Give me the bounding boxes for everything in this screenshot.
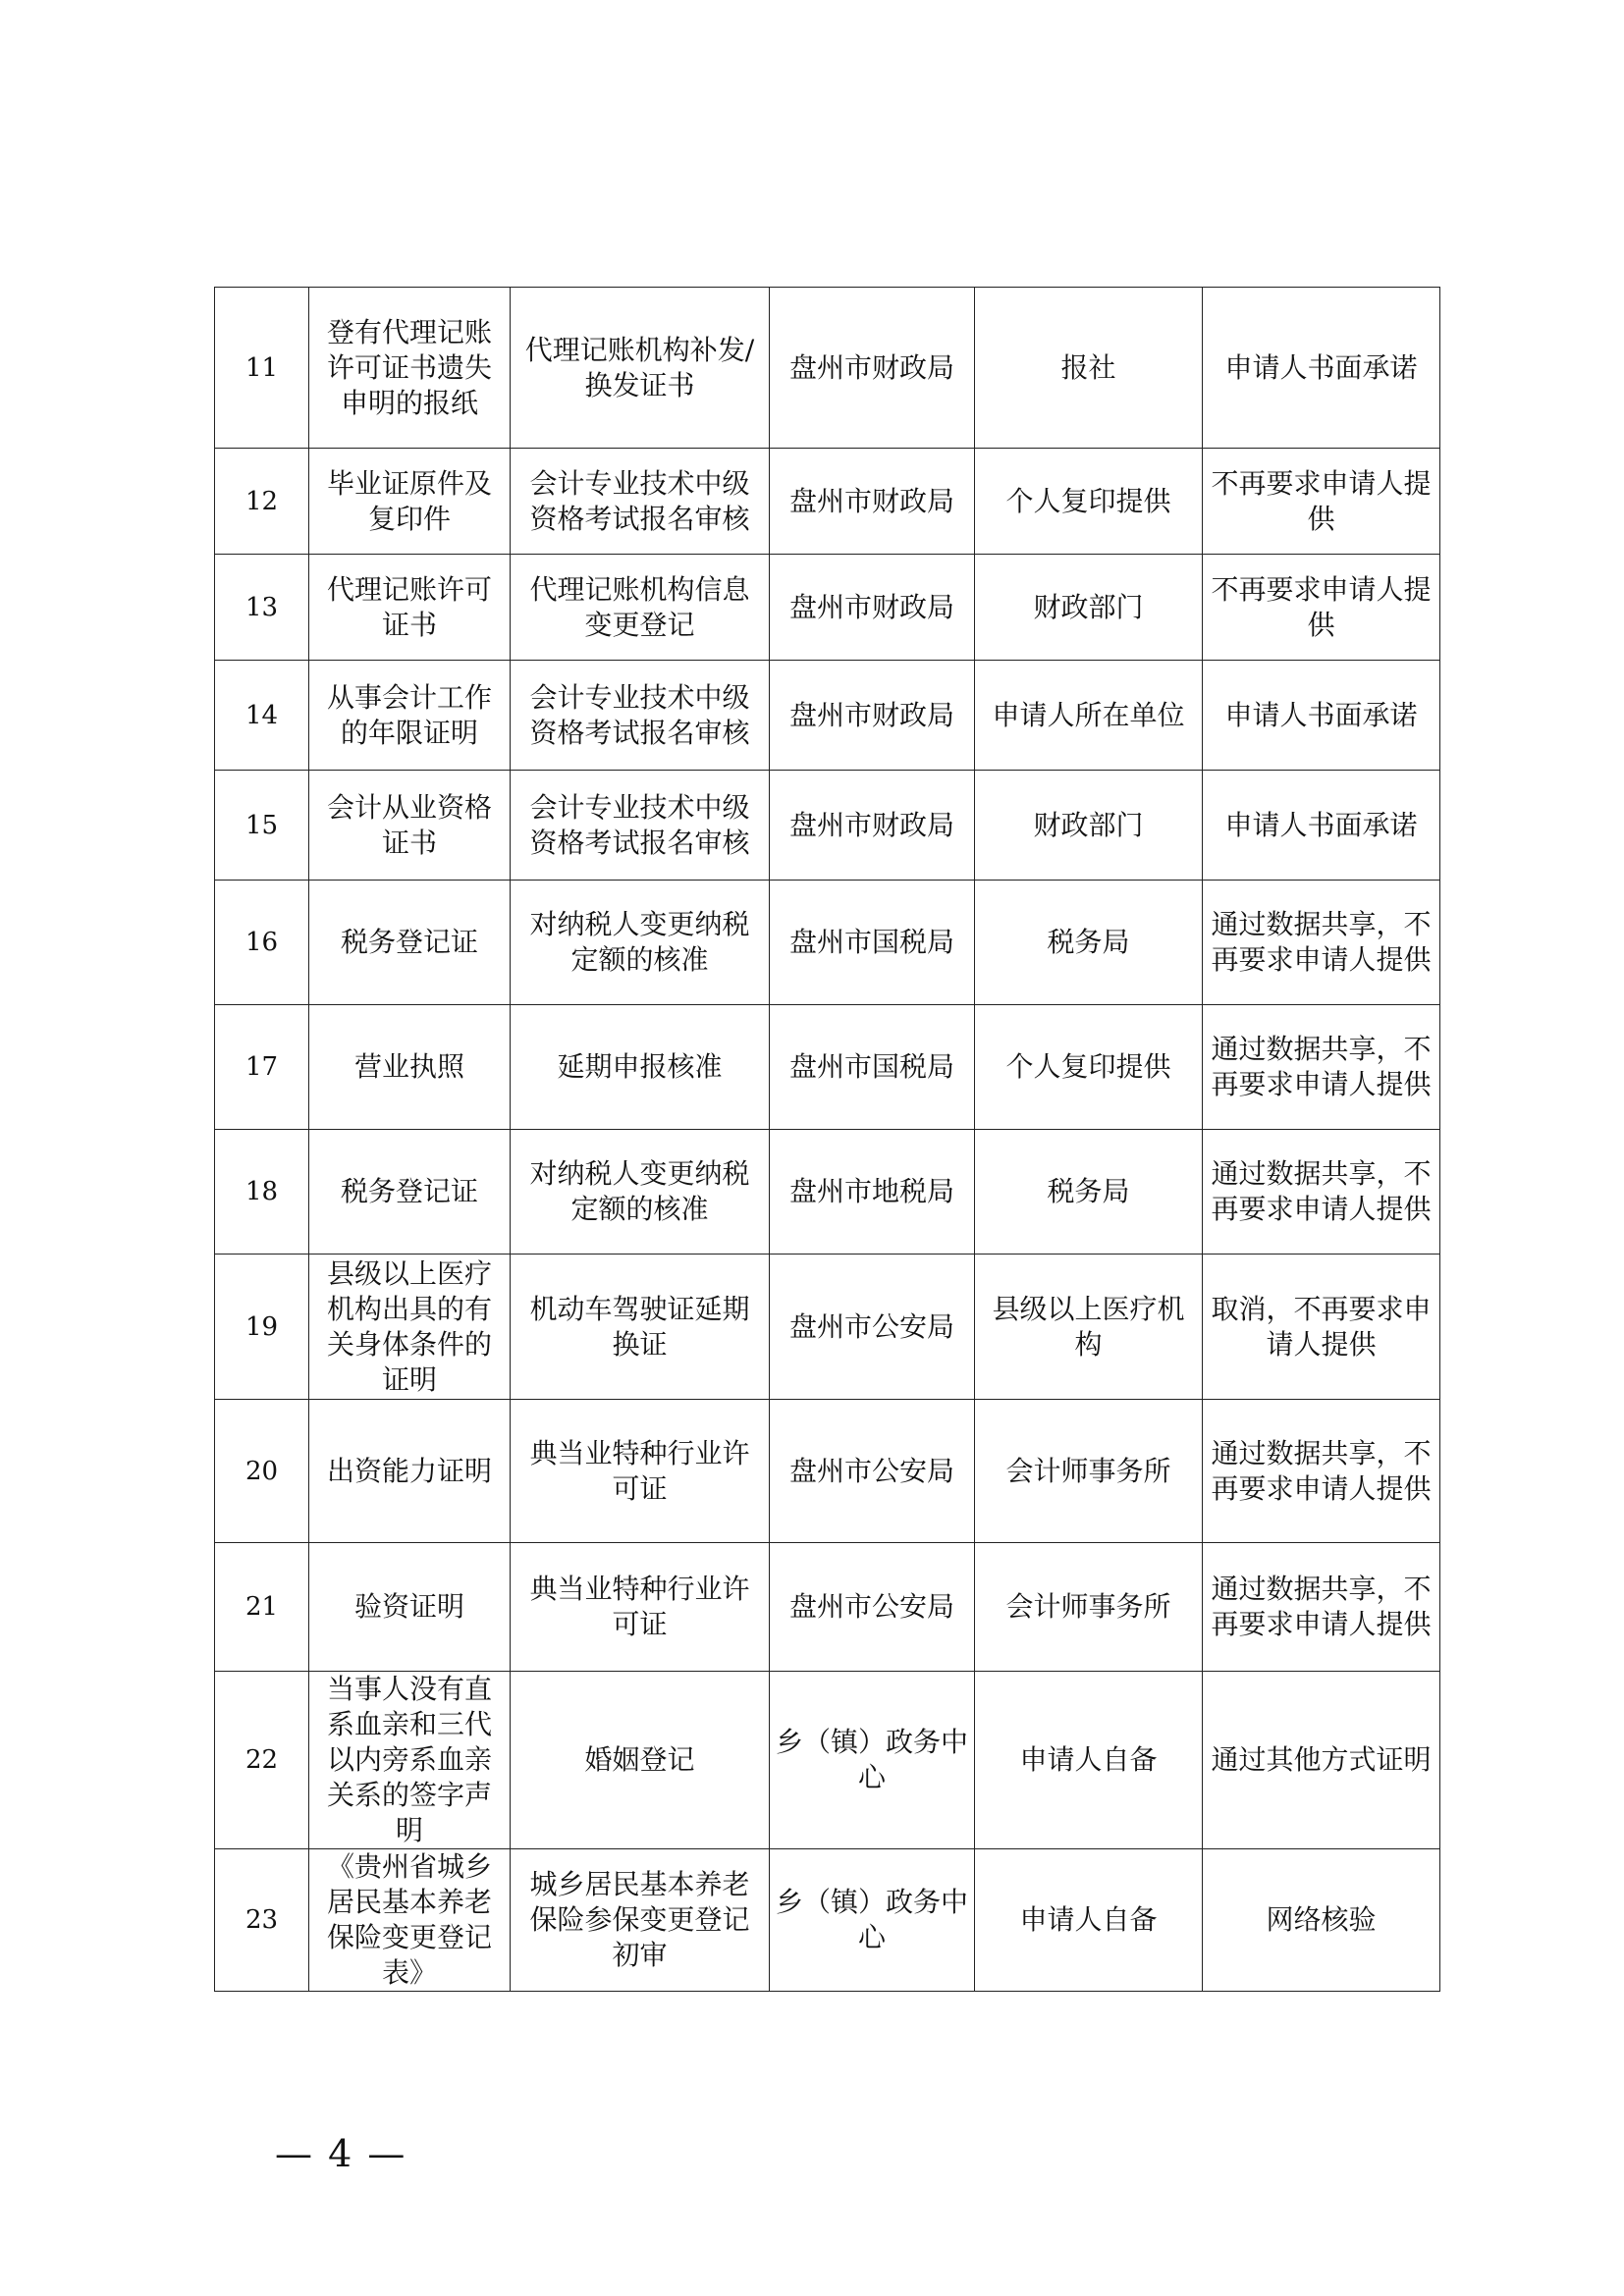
- row-number-cell: 23: [215, 1849, 309, 1992]
- source-cell: 个人复印提供: [975, 449, 1203, 555]
- department-cell: 盘州市财政局: [770, 661, 975, 771]
- department-cell: 盘州市财政局: [770, 555, 975, 661]
- department-cell: 乡（镇）政务中心: [770, 1849, 975, 1992]
- source-cell: 税务局: [975, 1130, 1203, 1255]
- material-cell: 代理记账许可证书: [309, 555, 511, 661]
- item-cell: 会计专业技术中级资格考试报名审核: [511, 771, 770, 881]
- document-table: [214, 287, 1440, 1992]
- table-row: [215, 1849, 1440, 1992]
- method-cell: 通过数据共享，不再要求申请人提供: [1203, 881, 1440, 1005]
- material-cell: 会计从业资格证书: [309, 771, 511, 881]
- table-row: [215, 1130, 1440, 1255]
- item-cell: 城乡居民基本养老保险参保变更登记初审: [511, 1849, 770, 1992]
- method-cell: 不再要求申请人提供: [1203, 449, 1440, 555]
- row-number-cell: 12: [215, 449, 309, 555]
- table-row: [215, 1400, 1440, 1543]
- method-cell: 通过数据共享，不再要求申请人提供: [1203, 1130, 1440, 1255]
- table-row: [215, 1005, 1440, 1130]
- item-cell: 机动车驾驶证延期换证: [511, 1255, 770, 1400]
- method-cell: 网络核验: [1203, 1849, 1440, 1992]
- department-cell: 盘州市国税局: [770, 881, 975, 1005]
- table-row: [215, 555, 1440, 661]
- source-cell: 报社: [975, 288, 1203, 449]
- method-cell: 通过数据共享，不再要求申请人提供: [1203, 1005, 1440, 1130]
- department-cell: 盘州市公安局: [770, 1400, 975, 1543]
- department-cell: 乡（镇）政务中心: [770, 1672, 975, 1849]
- table-row: [215, 771, 1440, 881]
- row-number-cell: 22: [215, 1672, 309, 1849]
- source-cell: 申请人自备: [975, 1849, 1203, 1992]
- table-row: [215, 1672, 1440, 1849]
- source-cell: 个人复印提供: [975, 1005, 1203, 1130]
- material-cell: 税务登记证: [309, 881, 511, 1005]
- row-number-cell: 17: [215, 1005, 309, 1130]
- table-row: [215, 1543, 1440, 1672]
- material-cell: 《贵州省城乡居民基本养老保险变更登记表》: [309, 1849, 511, 1992]
- method-cell: 不再要求申请人提供: [1203, 555, 1440, 661]
- row-number-cell: 21: [215, 1543, 309, 1672]
- row-number-cell: 11: [215, 288, 309, 449]
- item-cell: 代理记账机构补发/换发证书: [511, 288, 770, 449]
- table-row: [215, 1255, 1440, 1400]
- material-cell: 毕业证原件及复印件: [309, 449, 511, 555]
- table-row: [215, 449, 1440, 555]
- item-cell: 代理记账机构信息变更登记: [511, 555, 770, 661]
- item-cell: 延期申报核准: [511, 1005, 770, 1130]
- item-cell: 对纳税人变更纳税定额的核准: [511, 881, 770, 1005]
- row-number-cell: 15: [215, 771, 309, 881]
- row-number-cell: 20: [215, 1400, 309, 1543]
- material-cell: 出资能力证明: [309, 1400, 511, 1543]
- material-cell: 税务登记证: [309, 1130, 511, 1255]
- method-cell: 通过其他方式证明: [1203, 1672, 1440, 1849]
- department-cell: 盘州市公安局: [770, 1543, 975, 1672]
- table-row: [215, 881, 1440, 1005]
- material-cell: 登有代理记账许可证书遗失申明的报纸: [309, 288, 511, 449]
- material-cell: 验资证明: [309, 1543, 511, 1672]
- table-row: [215, 288, 1440, 449]
- item-cell: 婚姻登记: [511, 1672, 770, 1849]
- row-number-cell: 18: [215, 1130, 309, 1255]
- source-cell: 会计师事务所: [975, 1543, 1203, 1672]
- department-cell: 盘州市财政局: [770, 449, 975, 555]
- row-number-cell: 13: [215, 555, 309, 661]
- item-cell: 典当业特种行业许可证: [511, 1543, 770, 1672]
- table-row: [215, 661, 1440, 771]
- item-cell: 典当业特种行业许可证: [511, 1400, 770, 1543]
- row-number-cell: 16: [215, 881, 309, 1005]
- method-cell: 通过数据共享，不再要求申请人提供: [1203, 1400, 1440, 1543]
- department-cell: 盘州市国税局: [770, 1005, 975, 1130]
- department-cell: 盘州市财政局: [770, 771, 975, 881]
- method-cell: 申请人书面承诺: [1203, 661, 1440, 771]
- source-cell: 申请人所在单位: [975, 661, 1203, 771]
- source-cell: 税务局: [975, 881, 1203, 1005]
- source-cell: 会计师事务所: [975, 1400, 1203, 1543]
- method-cell: 申请人书面承诺: [1203, 288, 1440, 449]
- department-cell: 盘州市财政局: [770, 288, 975, 449]
- source-cell: 县级以上医疗机构: [975, 1255, 1203, 1400]
- page-number: — 4 —: [275, 2132, 407, 2175]
- material-cell: 县级以上医疗机构出具的有关身体条件的证明: [309, 1255, 511, 1400]
- item-cell: 会计专业技术中级资格考试报名审核: [511, 661, 770, 771]
- department-cell: 盘州市公安局: [770, 1255, 975, 1400]
- method-cell: 通过数据共享，不再要求申请人提供: [1203, 1543, 1440, 1672]
- row-number-cell: 14: [215, 661, 309, 771]
- source-cell: 财政部门: [975, 771, 1203, 881]
- item-cell: 会计专业技术中级资格考试报名审核: [511, 449, 770, 555]
- method-cell: 申请人书面承诺: [1203, 771, 1440, 881]
- material-cell: 当事人没有直系血亲和三代以内旁系血亲关系的签字声明: [309, 1672, 511, 1849]
- source-cell: 财政部门: [975, 555, 1203, 661]
- department-cell: 盘州市地税局: [770, 1130, 975, 1255]
- method-cell: 取消，不再要求申请人提供: [1203, 1255, 1440, 1400]
- source-cell: 申请人自备: [975, 1672, 1203, 1849]
- material-cell: 营业执照: [309, 1005, 511, 1130]
- material-cell: 从事会计工作的年限证明: [309, 661, 511, 771]
- row-number-cell: 19: [215, 1255, 309, 1400]
- item-cell: 对纳税人变更纳税定额的核准: [511, 1130, 770, 1255]
